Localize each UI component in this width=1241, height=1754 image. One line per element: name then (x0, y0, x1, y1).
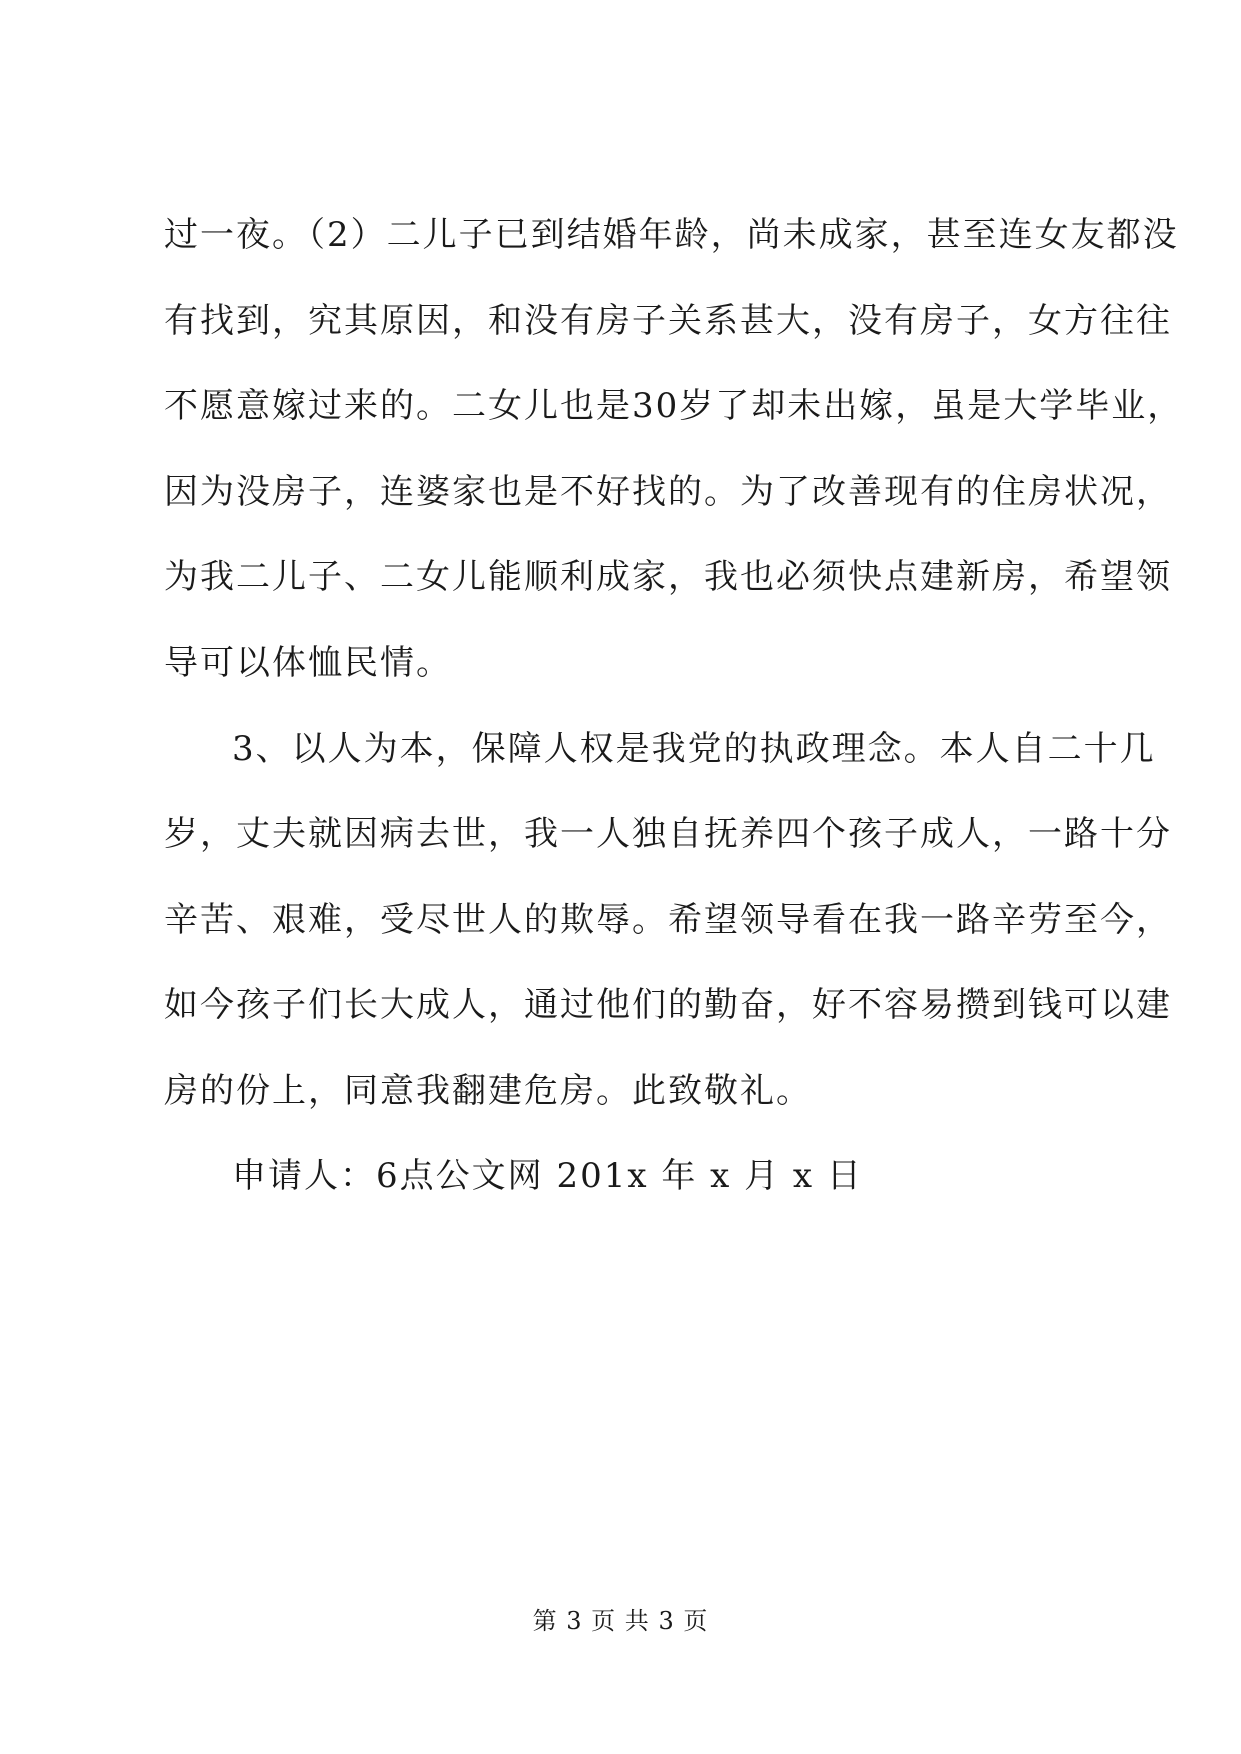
paragraph-2-line-1: 3、以人为本，保障人权是我党的执政理念。本人自二十几 (232, 729, 1156, 769)
paragraph-2-line-3: 辛苦、艰难，受尽世人的欺辱。希望领导看在我一路辛劳至今， (164, 900, 1172, 940)
signature-line: 申请人：6点公文网 201x 年 x 月 x 日 (232, 1156, 863, 1196)
paragraph-1-line-6: 导可以体恤民情。 (164, 643, 452, 683)
page-number-footer: 第 3 页 共 3 页 (532, 1607, 709, 1635)
paragraph-1-line-4: 因为没房子，连婆家也是不好找的。为了改善现有的住房状况， (164, 472, 1172, 512)
paragraph-2-line-4: 如今孩子们长大成人，通过他们的勤奋，好不容易攒到钱可以建 (164, 985, 1172, 1025)
paragraph-1-line-1: 过一夜。（2）二儿子已到结婚年龄，尚未成家，甚至连女友都没 (164, 215, 1179, 255)
paragraph-1-line-3: 不愿意嫁过来的。二女儿也是30岁了却未出嫁，虽是大学毕业， (164, 386, 1184, 426)
paragraph-2-line-2: 岁，丈夫就因病去世，我一人独自抚养四个孩子成人，一路十分 (164, 814, 1172, 854)
paragraph-2-line-5: 房的份上，同意我翻建危房。此致敬礼。 (164, 1071, 812, 1111)
paragraph-1-line-2: 有找到，究其原因，和没有房子关系甚大，没有房子，女方往往 (164, 301, 1172, 341)
paragraph-1-line-5: 为我二儿子、二女儿能顺利成家，我也必须快点建新房，希望领 (164, 557, 1172, 597)
